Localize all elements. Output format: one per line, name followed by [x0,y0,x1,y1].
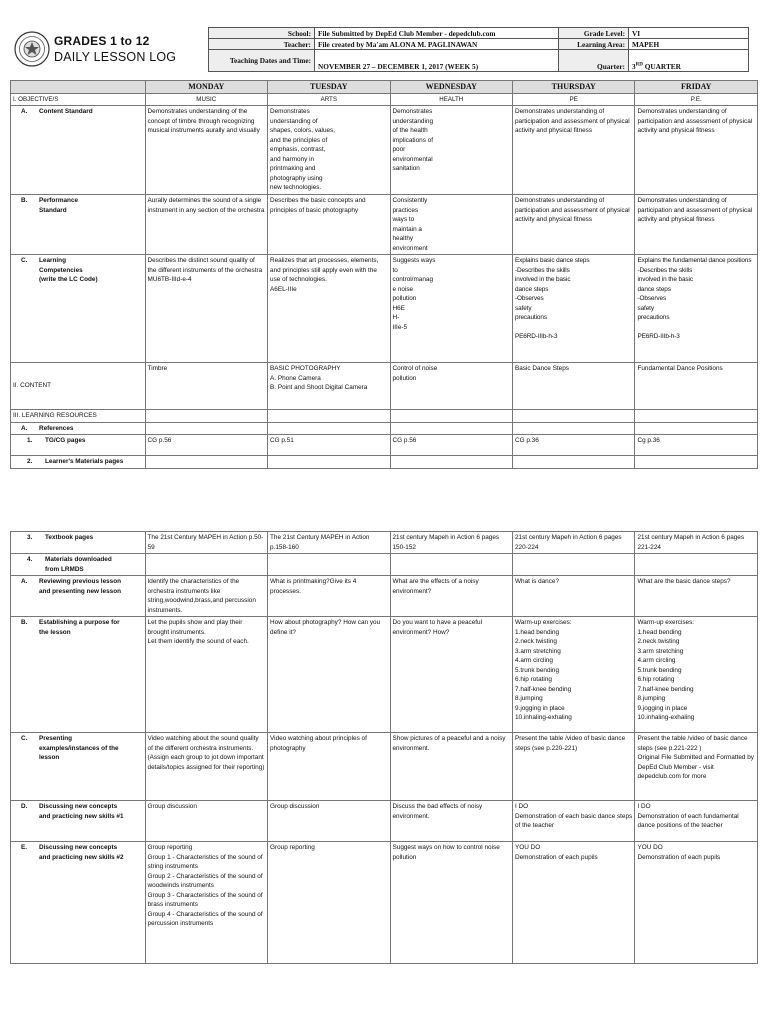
cell-monday: Aurally determines the sound of a single instrument in any section of the orchestra [145,195,267,255]
cell-friday [635,554,758,576]
cell-monday [145,456,267,469]
header-info-table [208,27,749,72]
grade-level-value: VI [629,28,749,39]
cell-friday: Demonstrates understanding of participation and assessment of physical activity and physical fitness [635,195,758,255]
row-key: E. [21,844,28,851]
day-tuesday: TUESDAY [268,81,390,94]
cell-thursday: YOU DO Demonstration of each pupils [512,842,634,964]
row-reviewing-previous-lesson [11,576,758,617]
row-title: Reviewing previous lesson and presenting new lesson [39,578,122,595]
row-textbook-pages [11,532,758,554]
cell-friday: I DO Demonstration of each fundamental dance positions of the teacher [635,801,758,842]
cell-thursday: CG p.36 [512,435,634,456]
grade-level-label: Grade Level: [559,28,629,39]
section-objectives: I. OBJECTIVE/S [11,93,146,106]
row-key: 1. [27,437,33,444]
school-label: School: [209,28,315,39]
row-content [11,363,758,410]
cell-wednesday: Do you want to have a peaceful environment? How? [390,617,512,733]
row-establishing-purpose [11,617,758,733]
cell-monday [145,554,267,576]
cell-thursday: Explains basic dance steps -Describes the skills involved in the basic dance steps -Observes safety precautions PE6RD-IIIb-h-3 [512,255,634,363]
deped-seal-icon [14,31,50,67]
row-label [11,106,146,195]
teacher-label: Teacher: [209,39,315,50]
row-lrmds-materials [11,554,758,576]
cell-wednesday: Suggest ways on how to control noise pollution [390,842,512,964]
row-discussing-concepts-1 [11,801,758,842]
row-title: Discussing new concepts and practicing new skills #2 [39,844,124,861]
cell-thursday: What is dance? [512,576,634,617]
quarter-label: Quarter: [559,50,629,72]
cell-friday: Explains the fundamental dance positions -Describes the skills involved in the basic dance steps -Observes safety precautions PE6RD-IIIb-h-3 [635,255,758,363]
row-learners-materials [11,456,758,469]
cell-tuesday [268,554,390,576]
cell-wednesday: Suggests ways to control/manag e noise pollution H6E H- IIIe-5 [390,255,512,363]
row-key: C. [21,257,28,264]
learning-area-value: MAPEH [629,39,749,50]
subject-tuesday: ARTS [268,93,390,106]
cell-wednesday [390,554,512,576]
cell-tuesday: The 21st Century MAPEH in Action p.158-160 [268,532,390,554]
cell-monday: Demonstrates understanding of the concept of timbre through recognizing musical instruments aurally and visually [145,106,267,195]
cell-thursday: Demonstrates understanding of participation and assessment of physical activity and physical fitness [512,195,634,255]
row-learning-resources [11,410,758,423]
row-title: Performance Standard [39,197,79,214]
row-key: A. [21,578,28,585]
cell-thursday: Basic Dance Steps [512,363,634,410]
cell-monday: CG p.56 [145,435,267,456]
cell-friday: Fundamental Dance Positions [635,363,758,410]
section-content: II. CONTENT [11,363,146,410]
cell-wednesday: What are the effects of a noisy environment? [390,576,512,617]
row-references [11,422,758,435]
title-line-2: DAILY LESSON LOG [54,50,177,64]
row-key: A. [21,108,28,115]
subject-thursday: PE [512,93,634,106]
row-label [11,801,146,842]
row-label [11,617,146,733]
row-content-standard [11,106,758,195]
quarter-word: QUARTER [642,62,681,71]
cell-friday: Cg p.36 [635,435,758,456]
section-resources: III. LEARNING RESOURCES [11,410,146,423]
cell-friday: Warm-up exercises: 1.head bending 2.neck twisting 3.arm stretching 4.arm circling 5.trunk bending 6.hip rotating 7.half-knee bending 8.jumping 9.jogging in place 10.inhaling-exhaling [635,617,758,733]
row-label [11,422,146,435]
cell-monday: Group reporting Group 1 - Characteristics of the sound of string instruments Group 2 - Characteristics of the sound of woodwinds instruments Group 3 - Characteristics of the sound of brass instruments Group 4 - Characteristics of the sound of percussion instruments [145,842,267,964]
cell-wednesday: Control of noise pollution [390,363,512,410]
row-discussing-concepts-2 [11,842,758,964]
cell-monday: Let the pupils show and play their brought instruments. Let them identify the sound of each. [145,617,267,733]
row-title: Content Standard [39,108,93,115]
cell-monday: Describes the distinct sound quality of the different instruments of the orchestra MU6TB-IIId-e-4 [145,255,267,363]
cell-monday: Group discussion [145,801,267,842]
cell-monday: Timbre [145,363,267,410]
cell-friday [635,456,758,469]
row-label [11,532,146,554]
row-key: B. [21,197,28,204]
subject-wednesday: HEALTH [390,93,512,106]
row-title: Establishing a purpose for the lesson [39,619,120,636]
row-title: References [39,424,74,432]
cell-wednesday: Discuss the bad effects of noisy environment. [390,801,512,842]
cell-tuesday: What is printmaking?Give its 4 processes. [268,576,390,617]
document-title [54,33,176,65]
row-label [11,456,146,469]
quarter-number: 3 [632,62,636,71]
cell-tuesday: How about photography? How can you define it? [268,617,390,733]
cell-wednesday: Demonstrates understanding of the health implications of poor environmental sanitation [390,106,512,195]
cell-thursday: Demonstrates understanding of participation and assessment of physical activity and physical fitness [512,106,634,195]
subject-monday: MUSIC [145,93,267,106]
cell-tuesday: Demonstrates understanding of shapes, colors, values, and the principles of emphasis, contrast, and harmony in printmaking and photography using new technologies. [268,106,390,195]
day-friday: FRIDAY [635,81,758,94]
teacher-value: File created by Ma'am ALONA M. PAGLINAWAN [315,39,559,50]
row-title: Materials downloaded from LRMDS [45,556,112,573]
cell-wednesday: Show pictures of a peaceful and a noisy environment. [390,733,512,801]
row-label [11,576,146,617]
school-value: File Submitted by DepEd Club Member - depedclub.com [315,28,559,39]
row-label [11,195,146,255]
row-key: B. [21,619,28,626]
cell-thursday: Warm-up exercises: 1.head bending 2.neck twisting 3.arm stretching 4.arm circling 5.trunk bending 6.hip rotating 7.half-knee bending 8.jumping 9.jogging in place 10.inhaling-exhaling [512,617,634,733]
cell-friday: Demonstrates understanding of participation and assessment of physical activity and physical fitness [635,106,758,195]
cell-thursday: 21st century Mapeh in Action 6 pages 220-224 [512,532,634,554]
lesson-table-part-1 [10,80,758,469]
lesson-table-part-2 [10,531,758,964]
cell-tuesday [268,456,390,469]
cell-friday: Present the table /video of basic dance steps (see p.221-222 ) Original File Submitted and Formatted by DepEd Club Member - visit depedclub.com for more [635,733,758,801]
row-key: A. [21,424,28,432]
cell-wednesday: CG p.56 [390,435,512,456]
cell-monday: Identify the characteristics of the orchestra instruments like string,woodwind,brass,and percussion instruments. [145,576,267,617]
cell-thursday: I DO Demonstration of each basic dance steps of the teacher [512,801,634,842]
cell-thursday: Present the table /video of basic dance steps (see p.220-221) [512,733,634,801]
row-tg-cg-pages [11,435,758,456]
row-label [11,554,146,576]
row-label [11,842,146,964]
row-key: D. [21,803,28,810]
row-key: 2. [27,458,33,465]
row-title: Presenting examples/instances of the lesson [39,735,119,761]
cell-tuesday: Group reporting [268,842,390,964]
row-presenting-examples [11,733,758,801]
row-key: C. [21,735,28,742]
title-line-1: GRADES 1 to 12 [54,34,150,48]
cell-tuesday: Video watching about principles of photography [268,733,390,801]
row-key: 3. [27,534,33,541]
teaching-dates-value: NOVEMBER 27 – DECEMBER 1, 2017 (WEEK 5) [315,50,559,72]
document-header [10,27,758,74]
quarter-suffix: RD [635,62,643,68]
corner-cell [11,81,146,94]
row-key: 4. [27,556,33,563]
row-title: Discussing new concepts and practicing new skills #1 [39,803,124,820]
cell-wednesday: 21st century Mapeh in Action 6 pages 150-152 [390,532,512,554]
cell-monday: Video watching about the sound quality of the different orchestra instruments.(Assign each group to jot down important details/topics assigned for their reporting) [145,733,267,801]
subject-friday: P.E. [635,93,758,106]
row-label [11,435,146,456]
row-title: TG/CG pages [45,437,86,444]
row-label [11,733,146,801]
day-wednesday: WEDNESDAY [390,81,512,94]
row-title: Textbook pages [45,534,94,541]
row-learning-competencies [11,255,758,363]
cell-wednesday [390,456,512,469]
cell-friday: 21st century Mapeh in Action 6 pages 221-224 [635,532,758,554]
cell-monday: The 21st Century MAPEH in Action p.50-59 [145,532,267,554]
cell-tuesday: BASIC PHOTOGRAPHY A. Phone Camera B. Point and Shoot Digital Camera [268,363,390,410]
cell-friday: What are the basic dance steps? [635,576,758,617]
quarter-value [629,50,749,72]
row-performance-standard [11,195,758,255]
cell-tuesday: Describes the basic concepts and principles of basic photography [268,195,390,255]
cell-thursday [512,456,634,469]
cell-thursday [512,554,634,576]
row-title: Learning Competencies (write the LC Code) [39,257,98,283]
cell-tuesday: CG p.51 [268,435,390,456]
day-thursday: THURSDAY [512,81,634,94]
teaching-dates-label: Teaching Dates and Time: [209,50,315,72]
learning-area-label: Learning Area: [559,39,629,50]
row-label [11,255,146,363]
cell-tuesday: Group discussion [268,801,390,842]
cell-wednesday: Consistently practices ways to maintain a healthy environment [390,195,512,255]
cell-tuesday: Realizes that art processes, elements, and principles still apply even with the use of technologies. A6EL-IIIe [268,255,390,363]
day-monday: MONDAY [145,81,267,94]
row-title: Learner's Materials pages [45,458,124,465]
cell-friday: YOU DO Demonstration of each pupils [635,842,758,964]
